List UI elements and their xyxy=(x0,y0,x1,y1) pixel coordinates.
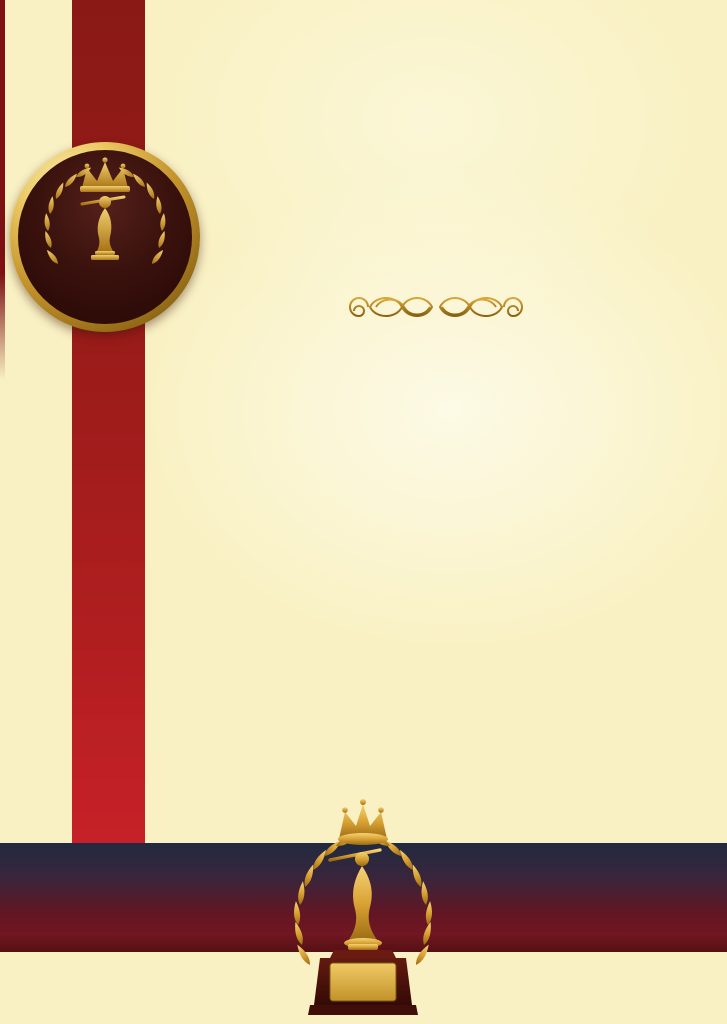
medal-face xyxy=(18,150,192,324)
flute-player-icon xyxy=(82,196,124,260)
gold-flourish-ornament xyxy=(273,288,598,328)
honoree-trophy xyxy=(278,797,448,1017)
lifetime-award-medal xyxy=(10,142,200,332)
trophy-base xyxy=(308,950,418,1015)
crown-icon xyxy=(80,157,130,192)
left-edge-accent xyxy=(0,0,5,380)
trophy-crown-icon xyxy=(338,799,388,845)
vertical-ribbon xyxy=(72,0,145,845)
trophy-flute-player-icon xyxy=(330,850,382,950)
medal-artwork xyxy=(18,150,192,324)
